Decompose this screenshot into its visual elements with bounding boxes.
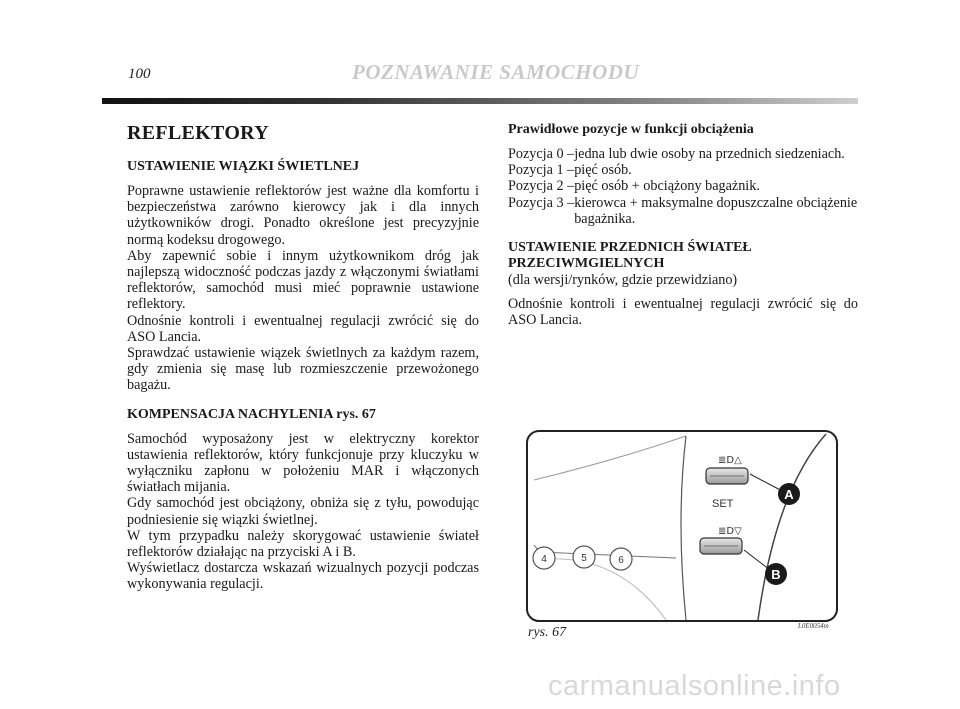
paragraph: Odnośnie kontroli i ewentualnej regulacji zwrócić się do ASO Lancia. bbox=[127, 312, 479, 345]
header-rule bbox=[102, 98, 858, 104]
figure-caption: rys. 67 bbox=[528, 625, 567, 640]
section-title: REFLEKTORY bbox=[127, 122, 269, 144]
paragraph: Gdy samochód jest obciążony, obniża się z tyłu, powodując podniesienie się wiązki świetlnej. bbox=[127, 495, 479, 528]
paragraph: Wyświetlacz dostarcza wskazań wizualnych pozycji podczas wykonywania regulacji. bbox=[127, 560, 479, 593]
figure-code: L0E0054m bbox=[798, 622, 829, 630]
paragraph: Samochód wyposażony jest w elektryczny korektor ustawienia reflektorów, który funkcjonuje przy kluczyku w wyłączniku zapłonu w położeniu MAR i włączonych światłach mijania. bbox=[127, 430, 479, 496]
callout-a-label: A bbox=[784, 487, 794, 502]
page-number: 100 bbox=[128, 66, 151, 82]
heading-fog-lights: USTAWIENIE PRZEDNICH ŚWIATEŁ PRZECIWMGIELNYCH bbox=[508, 240, 752, 272]
callout-b-label: B bbox=[771, 567, 781, 582]
running-head: POZNAWANIE SAMOCHODU bbox=[352, 60, 640, 84]
headlight-down-icon: ≣D▽ bbox=[718, 526, 742, 537]
set-label: SET bbox=[712, 498, 734, 510]
right-column bbox=[508, 122, 858, 329]
position-text: pięć osób + obciążony bagażnik. bbox=[574, 178, 760, 195]
knob-6-label: 6 bbox=[618, 555, 624, 566]
position-label: Pozycja 0 – bbox=[508, 146, 575, 162]
positions-list bbox=[508, 146, 858, 227]
paragraph: Odnośnie kontroli i ewentualnej regulacji zwrócić się do ASO Lancia. bbox=[508, 296, 858, 329]
watermark: carmanualsonline.info bbox=[548, 670, 841, 702]
dashboard-illustration bbox=[526, 430, 838, 622]
position-label: Pozycja 3 – bbox=[508, 194, 575, 211]
paragraph: Aby zapewnić sobie i innym użytkownikom dróg jak najlepszą widoczność podczas jazdy z włączonymi światłami reflektorów, samochód musi mieć poprawnie ustawione reflektory. bbox=[127, 247, 479, 313]
list-item bbox=[508, 178, 858, 194]
left-column bbox=[127, 122, 479, 593]
position-text: pięć osób. bbox=[574, 162, 632, 179]
heading-load-positions: Prawidłowe pozycje w funkcji obciążenia bbox=[508, 122, 754, 137]
paragraph-note: (dla wersji/rynków, gdzie przewidziano) bbox=[508, 272, 738, 289]
position-label: Pozycja 1 – bbox=[508, 162, 575, 179]
position-text: kierowca + maksymalne dopuszczalne obciążenie bagażnika. bbox=[574, 194, 858, 227]
position-label: Pozycja 2 – bbox=[508, 178, 575, 195]
paragraph: Sprawdzać ustawienie wiązek świetlnych za każdym razem, gdy zmienia się masę lub rozmieszczenie przewożonego bagażu. bbox=[127, 345, 479, 394]
knob-4-label: 4 bbox=[541, 554, 547, 565]
paragraph: Poprawne ustawienie reflektorów jest ważne dla komfortu i bezpieczeństwa zarówno kierowcy jak i dla innych użytkowników drogi. Ponadto określone jest precyzyjnie normą kodeksu drogowego. bbox=[127, 183, 479, 248]
headlight-up-icon: ≣D△ bbox=[718, 455, 742, 466]
list-item bbox=[508, 195, 858, 227]
position-text: jedna lub dwie osoby na przednich siedzeniach. bbox=[574, 146, 845, 162]
figure-frame bbox=[527, 431, 837, 621]
paragraph: W tym przypadku należy skorygować ustawienie świateł reflektorów działając na przyciski A i B. bbox=[127, 527, 479, 561]
list-item bbox=[508, 162, 858, 178]
figure-headlight-controls bbox=[526, 430, 838, 622]
knob-5-label: 5 bbox=[581, 553, 587, 564]
heading-beam-adjustment: USTAWIENIE WIĄZKI ŚWIETLNEJ bbox=[127, 159, 360, 174]
list-item bbox=[508, 146, 858, 162]
heading-tilt-compensation: KOMPENSACJA NACHYLENIA rys. 67 bbox=[127, 406, 376, 422]
